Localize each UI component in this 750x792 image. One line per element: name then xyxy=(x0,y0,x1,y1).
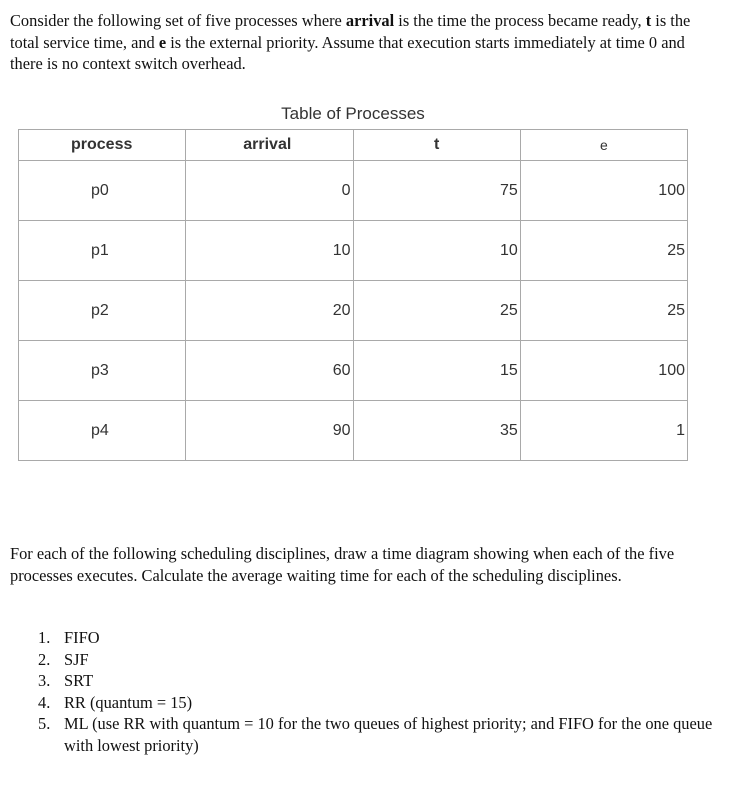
cell-arrival: 10 xyxy=(186,221,353,281)
discipline-list xyxy=(38,627,718,756)
cell-arrival: 60 xyxy=(186,341,353,401)
cell-process: p2 xyxy=(19,281,186,341)
intro-text-4: is the external priority. Assume that execution starts immediately at time 0 and there is no context switch overhead. xyxy=(10,32,685,73)
list-number: 3. xyxy=(38,671,51,690)
list-label: FIFO xyxy=(64,628,100,647)
table-row xyxy=(19,341,688,401)
cell-t: 15 xyxy=(353,341,520,401)
cell-e: 25 xyxy=(520,281,687,341)
table-caption: Table of Processes xyxy=(281,104,425,123)
cell-e: 1 xyxy=(520,401,687,461)
list-item xyxy=(38,627,718,649)
cell-process: p3 xyxy=(19,341,186,401)
header-t: t xyxy=(353,130,520,161)
list-number: 2. xyxy=(38,649,51,669)
list-item xyxy=(38,649,718,671)
cell-arrival: 20 xyxy=(186,281,353,341)
cell-t: 75 xyxy=(353,161,520,221)
table-row xyxy=(19,281,688,341)
cell-e: 100 xyxy=(520,341,687,401)
question-paragraph: For each of the following scheduling disciplines, draw a time diagram showing when each of the five processes executes. Calculate the average waiting time for each of the scheduling disciplines. xyxy=(10,544,675,585)
list-label: ML (use RR with quantum = 10 for the two queues of highest priority; and FIFO for the one queue with lowest priority) xyxy=(64,714,713,755)
list-number: 5. xyxy=(38,714,51,733)
table-header-row xyxy=(19,130,688,161)
intro-text-1: Consider the following set of five processes where xyxy=(10,11,346,30)
cell-t: 35 xyxy=(353,401,520,461)
cell-process: p4 xyxy=(19,401,186,461)
cell-e: 25 xyxy=(520,221,687,281)
table-row xyxy=(19,221,688,281)
intro-text-3: is the total service time, and xyxy=(10,11,691,52)
header-arrival: arrival xyxy=(186,130,353,161)
cell-process: p1 xyxy=(19,221,186,281)
intro-term-e: e xyxy=(158,32,167,52)
list-item xyxy=(38,713,718,756)
cell-e: 100 xyxy=(520,161,687,221)
cell-process: p0 xyxy=(19,161,186,221)
list-label: RR (quantum = 15) xyxy=(64,692,193,712)
process-table xyxy=(18,129,688,461)
header-e: e xyxy=(520,130,687,161)
intro-text-2: is the time the process became ready, xyxy=(394,11,646,30)
list-item xyxy=(38,670,718,692)
table-row xyxy=(19,161,688,221)
header-process: process xyxy=(19,130,186,161)
cell-t: 10 xyxy=(353,221,520,281)
cell-t: 25 xyxy=(353,281,520,341)
list-number: 4. xyxy=(38,692,51,712)
cell-arrival: 0 xyxy=(186,161,353,221)
intro-paragraph xyxy=(10,10,700,75)
list-item xyxy=(38,692,718,714)
intro-term-t: t xyxy=(645,11,652,30)
table-row xyxy=(19,401,688,461)
list-label: SRT xyxy=(64,671,94,690)
list-label: SJF xyxy=(64,649,89,669)
list-number: 1. xyxy=(38,628,51,647)
intro-term-arrival: arrival xyxy=(345,11,395,30)
cell-arrival: 90 xyxy=(186,401,353,461)
